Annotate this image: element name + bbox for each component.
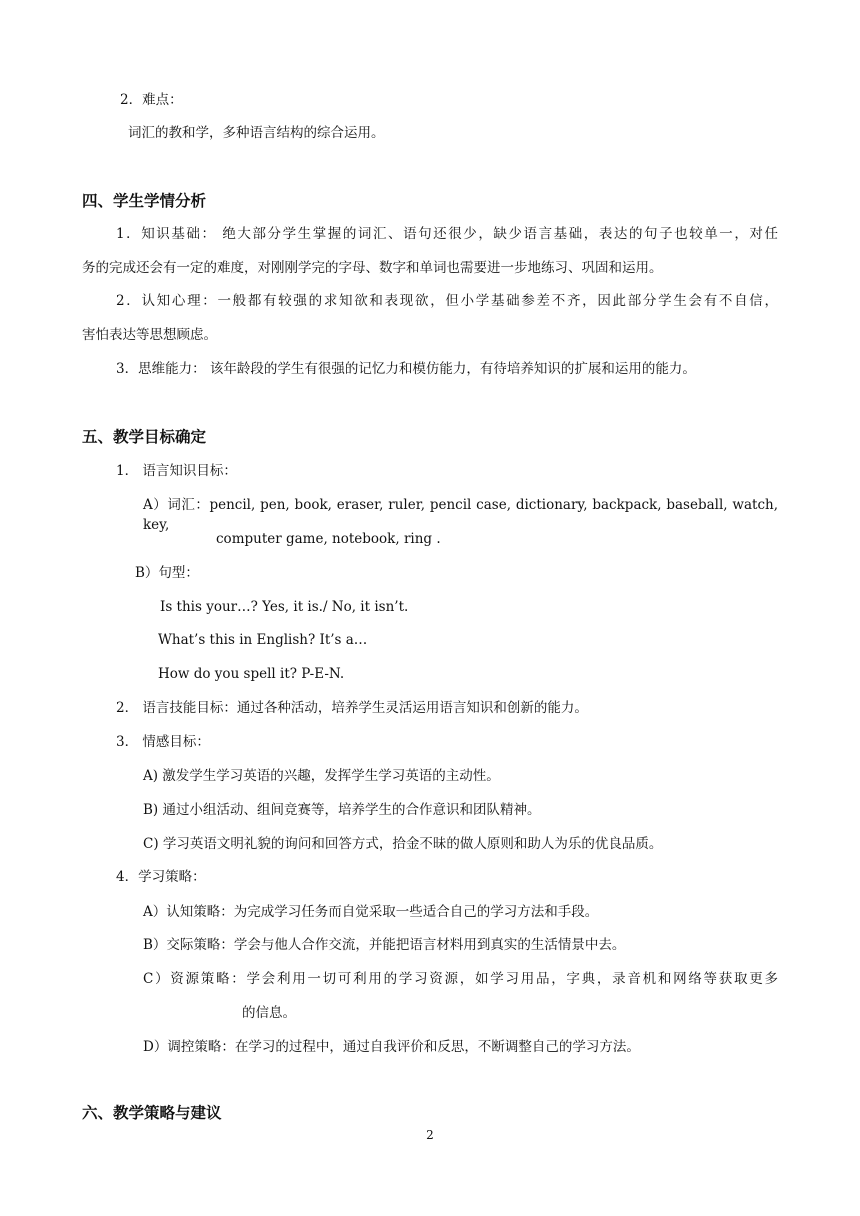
goal-language-knowledge: 1． 语言知识目标： xyxy=(116,463,237,479)
goal-language-skills: 2． 语言技能目标：通过各种活动，培养学生灵活运用语言知识和创新的能力。 xyxy=(116,700,588,716)
section-4-heading: 四、学生学情分析 xyxy=(82,191,207,210)
cognitive-psychology-line-2: 害怕表达等思想顾虑。 xyxy=(82,327,217,343)
strategy-communicative: B）交际策略：学会与他人合作交流，并能把语言材料用到真实的生活情景中去。 xyxy=(143,937,626,953)
sentence-patterns-label: B）句型： xyxy=(135,565,199,581)
page-number: 2 xyxy=(426,1128,434,1142)
sentence-pattern-3: How do you spell it? P-E-N. xyxy=(158,666,345,682)
cognitive-psychology-line-1: 2．认知心理：一般都有较强的求知欲和表现欲，但小学基础参差不齐，因此部分学生会有不自信， xyxy=(116,293,778,309)
emotion-item-b: B) 通过小组活动、组间竞赛等，培养学生的合作意识和团队精神。 xyxy=(143,802,541,818)
emotion-item-c: C) 学习英语文明礼貌的询问和回答方式，拾金不昧的做人原则和助人为乐的优良品质。 xyxy=(143,836,663,852)
vocabulary-line-1: A）词汇：pencil, pen, book, eraser, ruler, pencil case, dictionary, backpack, baseball, watch, key, xyxy=(143,497,778,533)
sentence-pattern-2: What’s this in English? It’s a… xyxy=(158,632,368,648)
strategy-resource-line-1: C）资源策略：学会利用一切可利用的学习资源，如学习用品，字典，录音机和网络等获取更多 xyxy=(143,971,778,987)
goal-learning-strategy: 4．学习策略： xyxy=(116,869,206,885)
sentence-pattern-1: Is this your…? Yes, it is./ No, it isn’t. xyxy=(160,599,409,615)
thinking-ability: 3．思维能力： 该年龄段的学生有很强的记忆力和模仿能力，有待培养知识的扩展和运用的能力。 xyxy=(116,361,696,377)
strategy-resource-line-2: 的信息。 xyxy=(242,1005,296,1021)
knowledge-base-line-2: 务的完成还会有一定的难度，对刚刚学完的字母、数字和单词也需要进一步地练习、巩固和运用。 xyxy=(82,260,663,276)
goal-emotion: 3． 情感目标： xyxy=(116,734,210,750)
vocabulary-line-2: computer game, notebook, ring . xyxy=(216,531,441,547)
difficulty-text: 词汇的教和学，多种语言结构的综合运用。 xyxy=(128,125,385,141)
strategy-cognitive: A）认知策略：为完成学习任务而自觉采取一些适合自己的学习方法和手段。 xyxy=(143,904,599,920)
strategy-regulation: D）调控策略：在学习的过程中，通过自我评价和反思，不断调整自己的学习方法。 xyxy=(143,1039,640,1055)
emotion-item-a: A) 激发学生学习英语的兴趣，发挥学生学习英语的主动性。 xyxy=(143,768,500,784)
section-6-heading: 六、教学策略与建议 xyxy=(82,1103,222,1122)
difficulty-label: 2．难点： xyxy=(120,92,183,108)
section-5-heading: 五、教学目标确定 xyxy=(82,427,207,446)
knowledge-base-line-1: 1．知识基础： 绝大部分学生掌握的词汇、语句还很少，缺少语言基础，表达的句子也较单一，对任 xyxy=(116,226,778,242)
